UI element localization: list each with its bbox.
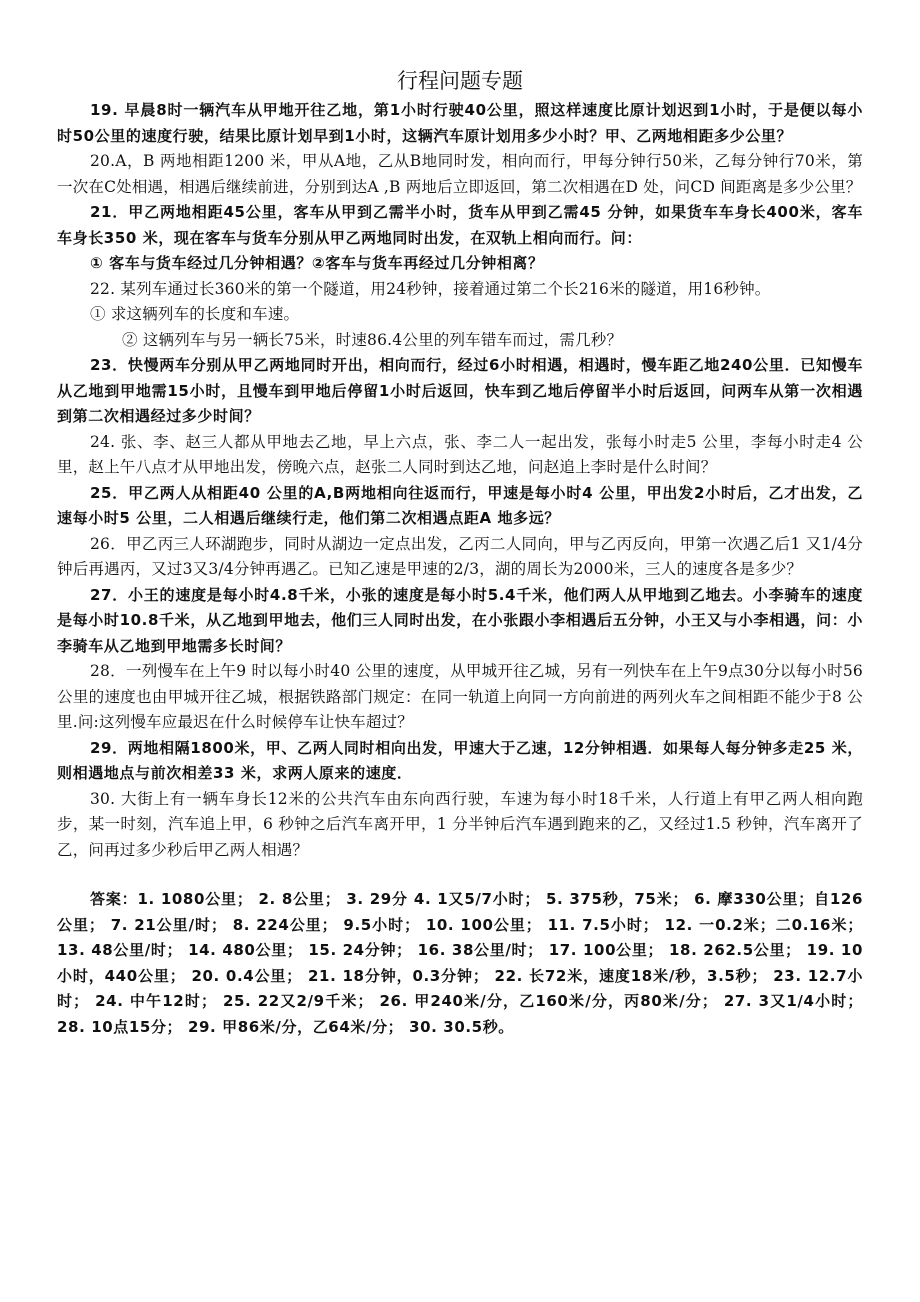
problem-28: 28．一列慢车在上午9 时以每小时40 公里的速度，从甲城开往乙城，另有一列快车在上午9点30分以每小时56公里的速度也由甲城开往乙城，根据铁路部门规定：在同一轨道上向同一方向前进的两列火车之间相距不能少于8 公里.问:这列慢车应最迟在什么时候停车让快车超过？ [57,662,863,731]
problem-29: 29．两地相隔1800米，甲、乙两人同时相向出发，甲速大于乙速，12分钟相遇．如果每人每分钟多走25 米，则相遇地点与前次相差33 米，求两人原来的速度． [57,738,863,782]
problem-21: 21．甲乙两地相距45公里，客车从甲到乙需半小时，货车从甲到乙需45 分钟，如果货车车身长400米，客车车身长350 米，现在客车与货车分别从甲乙两地同时出发，在双轨上相向而行。问： [57,203,863,247]
document-page [57,66,863,1040]
problem-26: 26．甲乙丙三人环湖跑步，同时从湖边一定点出发，乙丙二人同向，甲与乙丙反向，甲第一次遇乙后1 又1/4分钟后再遇丙，又过3又3/4分钟再遇乙。已知乙速是甲速的2/3，湖的周长为2000米，三人的速度各是多少？ [57,534,863,578]
answer-key: 答案：1. 1080公里； 2. 8公里； 3. 29分 4. 1又5/7小时； 5. 375秒，75米； 6. 摩330公里；自126公里； 7. 21公里/时； 8. 224公里； 9.5小时； 10. 100公里； 11. 7.5小时； 12. 一0.2米；二0.16米； 13. 48公里/时； 14. 480公里； 15. 24分钟； 16. 38公里/时； 17. 100公里； 18. 262.5公里； 19. 10小时，440公里； 20. 0.4公里； 21. 18分钟，0.3分钟； 22. 长72米，速度18米/秒，3.5秒； 23. 12.7小时； 24. 中午12时； 25. 22又2/9千米； 26. 甲240米/分，乙160米/分，丙80米/分； 27. 3又1/4小时； 28. 10点15分； 29. 甲86米/分，乙64米/分； 30. 30.5秒。 [57,890,863,1036]
problem-19: 19. 早晨8时一辆汽车从甲地开往乙地，第1小时行驶40公里，照这样速度比原计划迟到1小时，于是便以每小时50公里的速度行驶，结果比原计划早到1小时，这辆汽车原计划用多少小时？甲、乙两地相距多少公里？ [57,101,863,145]
problem-20: 20.A，B 两地相距1200 米，甲从A地，乙从B地同时发，相向而行，甲每分钟行50米，乙每分钟行70米，第一次在C处相遇，相遇后继续前进，分别到达A ,B 两地后立即返回，第二次相遇在D 处，问CD 间距离是多少公里？ [57,152,863,196]
problem-23: 23．快慢两车分别从甲乙两地同时开出，相向而行，经过6小时相遇，相遇时，慢车距乙地240公里．已知慢车从乙地到甲地需15小时，且慢车到甲地后停留1小时后返回，快车到乙地后停留半小时后返回，问两车从第一次相遇到第二次相遇经过多少时间？ [57,356,863,425]
problem-22-sub2: ② 这辆列车与另一辆长75米，时速86.4公里的列车错车而过，需几秒？ [122,330,623,349]
problem-27: 27．小王的速度是每小时4.8千米，小张的速度是每小时5.4千米，他们两人从甲地到乙地去。小李骑车的速度是每小时10.8千米，从乙地到甲地去，他们三人同时出发，在小张跟小李相遇后五分钟，小王又与小李相遇，问：小李骑车从乙地到甲地需多长时间？ [57,585,863,655]
page-title: 行程问题专题 [397,69,523,93]
problem-24: 24. 张、李、赵三人都从甲地去乙地，早上六点，张、李二人一起出发，张每小时走5 公里，李每小时走4 公里，赵上午八点才从甲地出发，傍晚六点，赵张二人同时到达乙地，问赵追上李时是什么时间？ [57,432,863,476]
problem-22: 22. 某列车通过长360米的第一个隧道，用24秒钟，接着通过第二个长216米的隧道，用16秒钟。 [90,279,771,298]
problem-25: 25．甲乙两人从相距40 公里的A,B两地相向往返而行，甲速是每小时4 公里，甲出发2小时后，乙才出发，乙速每小时5 公里，二人相遇后继续行走，他们第二次相遇点距A 地多远？ [57,483,863,527]
problem-30: 30. 大街上有一辆车身长12米的公共汽车由东向西行驶，车速为每小时18千米，人行道上有甲乙两人相向跑步，某一时刻，汽车追上甲，6 秒钟之后汽车离开甲，1 分半钟后汽车遇到跑来的乙，又经过1.5 秒钟，汽车离开了乙，问再过多少秒后甲乙两人相遇？ [57,789,863,859]
problem-21-sub: ① 客车与货车经过几分钟相遇？②客车与货车再经过几分钟相离？ [90,254,544,272]
problem-22-sub1: ① 求这辆列车的长度和车速。 [90,305,300,323]
